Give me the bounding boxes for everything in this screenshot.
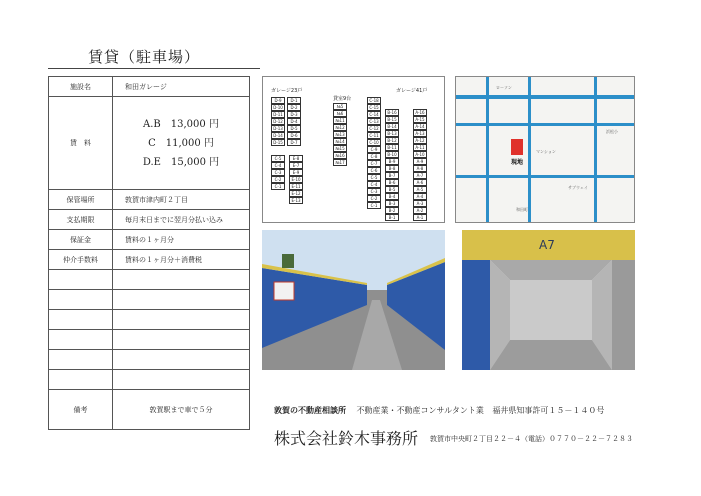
photo-garage-unit xyxy=(462,230,635,370)
lot-cell-a-row: A-4 xyxy=(413,193,427,200)
lot-cell-d-block: D-13 xyxy=(271,125,285,132)
lot-cell-rental-block: №5 xyxy=(333,103,347,110)
lot-cell-rental-block: №13 xyxy=(333,131,347,138)
lot-cell-a-row: A-16 xyxy=(413,109,427,116)
lot-cell-c-block: C-5 xyxy=(271,155,285,162)
facility-value: 和田ガレージ xyxy=(113,77,250,97)
deposit-label: 保証金 xyxy=(49,230,113,250)
location-label: 保管場所 xyxy=(49,190,113,210)
road-v2 xyxy=(528,77,531,223)
blank-row-value xyxy=(113,290,250,310)
lot-cell-a-row: A-6 xyxy=(413,179,427,186)
map-label-wada: 和田町 xyxy=(516,207,528,212)
spec-table xyxy=(48,76,250,430)
page-title: 賃貸（駐車場） xyxy=(88,48,201,66)
lot-cell-d-block: D-14 xyxy=(271,132,285,139)
blank-row-label xyxy=(49,330,113,350)
road-h2 xyxy=(456,123,635,126)
lot-cell-c-row: C-13 xyxy=(367,118,381,125)
lot-cell-d-block: D-10 xyxy=(271,104,285,111)
lot-cell-c-row: C-1 xyxy=(367,202,381,209)
lot-cell-b-row: B-15 xyxy=(385,116,399,123)
fee-value: 賃料の１ヶ月分＋消費税 xyxy=(113,250,250,270)
rent-value xyxy=(113,97,250,190)
map-label-lawson: ローソン xyxy=(496,85,512,90)
lot-cell-a-row: A-10 xyxy=(413,151,427,158)
lot-cell-c-row: C-9 xyxy=(367,146,381,153)
lot-cell-c-block: C-1 xyxy=(271,183,285,190)
lot-cell-a-row: A-9 xyxy=(413,158,427,165)
lot-cell-c-row: C-3 xyxy=(367,188,381,195)
lot-cell-d-block: D-3 xyxy=(287,111,301,118)
lot-cell-e-block: E-13 xyxy=(289,197,303,204)
map-label-subway: サブウェイ xyxy=(568,185,588,190)
lot-cell-b-row: B-9 xyxy=(385,158,399,165)
footer-business-line xyxy=(274,405,604,416)
lot-cell-b-row: B-10 xyxy=(385,151,399,158)
lot-cell-c-row: C-12 xyxy=(367,125,381,132)
lot-cell-a-row: A-7 xyxy=(413,172,427,179)
consult-label: 敦賀の不動産相談所 xyxy=(274,405,346,415)
lot-cell-a-row: A-8 xyxy=(413,165,427,172)
lot-cell-b-row: B-1 xyxy=(385,214,399,221)
blank-row-value xyxy=(113,330,250,350)
title-underline xyxy=(48,68,260,69)
road-h1 xyxy=(456,95,635,99)
lot-cell-c-block: C-4 xyxy=(271,162,285,169)
lot-cell-e-block: E-12 xyxy=(289,190,303,197)
lot-cell-c-row: C-5 xyxy=(367,174,381,181)
remarks-value: 敦賀駅まで車で５分 xyxy=(113,390,250,430)
map-label-mansion: マンション xyxy=(536,149,556,154)
lot-cell-b-row: B-5 xyxy=(385,186,399,193)
lot-cell-d-block: D-4 xyxy=(287,118,301,125)
lot-cell-b-row: B-13 xyxy=(385,130,399,137)
lot-cell-rental-block: №15 xyxy=(333,145,347,152)
lot-cell-d-block: D-7 xyxy=(287,139,301,146)
lot-cell-d-block: D-9 xyxy=(271,97,285,104)
lot-cell-c-row: C-15 xyxy=(367,104,381,111)
photo-garage-row-drawing xyxy=(262,230,445,370)
lot-cell-c-row: C-18 xyxy=(367,97,381,104)
lot-cell-c-row: C-6 xyxy=(367,167,381,174)
road-v3 xyxy=(594,77,597,223)
lot-cell-e-block: E-11 xyxy=(289,183,303,190)
rent-line-de: D.E 15,000 円 xyxy=(142,156,220,168)
lot-cell-a-row: A-1 xyxy=(413,214,427,221)
lot-cell-a-row: A-11 xyxy=(413,144,427,151)
lot-cell-b-row: B-16 xyxy=(385,109,399,116)
lot-cell-c-block: C-3 xyxy=(271,169,285,176)
payment-label: 支払期限 xyxy=(49,210,113,230)
lot-cell-rental-block: №11 xyxy=(333,117,347,124)
lot-cell-a-row: A-13 xyxy=(413,130,427,137)
site-marker xyxy=(511,139,523,155)
road-h3 xyxy=(456,175,635,178)
lot-cell-c-row: C-14 xyxy=(367,111,381,118)
lot-cell-c-row: C-4 xyxy=(367,181,381,188)
lot-cell-d-block: D-2 xyxy=(287,104,301,111)
lot-cell-c-block: C-2 xyxy=(271,176,285,183)
blank-row-value xyxy=(113,310,250,330)
lot-layout-diagram xyxy=(262,76,445,223)
lot-cell-e-block: E-10 xyxy=(289,176,303,183)
deposit-value: 賃料の１ヶ月分 xyxy=(113,230,250,250)
lot-cell-rental-block: №17 xyxy=(333,159,347,166)
lot-cell-e-block: E-9 xyxy=(289,169,303,176)
payment-value: 毎月末日までに翌月分払い込み xyxy=(113,210,250,230)
lot-cell-b-row: B-8 xyxy=(385,165,399,172)
lot-cell-c-row: C-11 xyxy=(367,132,381,139)
lot-cell-rental-block: №12 xyxy=(333,124,347,131)
unit-sign: A7 xyxy=(539,238,555,252)
lot-cell-a-row: A-3 xyxy=(413,200,427,207)
company-name: 株式会社鈴木事務所 xyxy=(274,429,419,448)
license-label: 福井県知事許可１５－１４０号 xyxy=(492,406,605,415)
lot-cell-d-block: D-6 xyxy=(287,132,301,139)
lot-cell-b-row: B-3 xyxy=(385,200,399,207)
lot-cell-d-block: D-5 xyxy=(287,125,301,132)
lot-cell-rental-block: №14 xyxy=(333,138,347,145)
lot-cell-c-row: C-8 xyxy=(367,153,381,160)
remarks-label: 備考 xyxy=(49,390,113,430)
lot-cell-a-row: A-14 xyxy=(413,123,427,130)
rent-line-ab: A.B 13,000 円 xyxy=(143,118,219,130)
lot-cell-rental-block: №6 xyxy=(333,110,347,117)
photo-garage-row xyxy=(262,230,445,370)
lot-cell-e-block: E-8 xyxy=(289,155,303,162)
lot-cell-a-row: A-15 xyxy=(413,116,427,123)
lot-cell-b-row: B-7 xyxy=(385,172,399,179)
location-value: 敦賀市津内町２丁目 xyxy=(113,190,250,210)
lot-cell-rental-block: №16 xyxy=(333,152,347,159)
blank-row-label xyxy=(49,350,113,370)
lot-cell-d-block: D-12 xyxy=(271,118,285,125)
lot-cell-e-block: E-7 xyxy=(289,162,303,169)
blank-row-value xyxy=(113,370,250,390)
lot-cell-d-block: D-15 xyxy=(271,139,285,146)
lot-cell-b-row: B-11 xyxy=(385,144,399,151)
lot-cell-c-row: C-2 xyxy=(367,195,381,202)
lot-cell-a-row: A-2 xyxy=(413,207,427,214)
blank-row-label xyxy=(49,310,113,330)
lot-cell-c-row: C-10 xyxy=(367,139,381,146)
location-map xyxy=(455,76,635,223)
blank-row-label xyxy=(49,270,113,290)
blank-row-label xyxy=(49,290,113,310)
lot-cell-b-row: B-12 xyxy=(385,137,399,144)
lot-cell-c-row: C-7 xyxy=(367,160,381,167)
heading-garage41: ガレージ41戸 xyxy=(396,88,428,94)
business-label: 不動産業・不動産コンサルタント業 xyxy=(356,406,484,415)
lot-cell-b-row: B-14 xyxy=(385,123,399,130)
rent-line-c: C 11,000 円 xyxy=(148,137,214,149)
blank-row-value xyxy=(113,350,250,370)
site-label: 現地 xyxy=(511,159,524,166)
lot-cell-b-row: B-4 xyxy=(385,193,399,200)
map-label-school: 浜松小 xyxy=(606,129,618,134)
fee-label: 仲介手数料 xyxy=(49,250,113,270)
heading-garage23: ガレージ23戸 xyxy=(271,88,303,94)
heading-rental9: 貸室9台 xyxy=(333,96,352,102)
lot-cell-b-row: B-6 xyxy=(385,179,399,186)
company-address: 敦賀市中央町２丁目２２－４（電話）０７７０－２２－７２８３ xyxy=(430,435,633,443)
road-v1 xyxy=(486,77,489,223)
lot-cell-a-row: A-5 xyxy=(413,186,427,193)
lot-cell-b-row: B-2 xyxy=(385,207,399,214)
rent-label: 賃 料 xyxy=(49,97,113,190)
lot-cell-a-row: A-12 xyxy=(413,137,427,144)
blank-row-value xyxy=(113,270,250,290)
lot-cell-d-block: D-1 xyxy=(287,97,301,104)
lot-cell-d-block: D-11 xyxy=(271,111,285,118)
facility-label: 施設名 xyxy=(49,77,113,97)
blank-row-label xyxy=(49,370,113,390)
